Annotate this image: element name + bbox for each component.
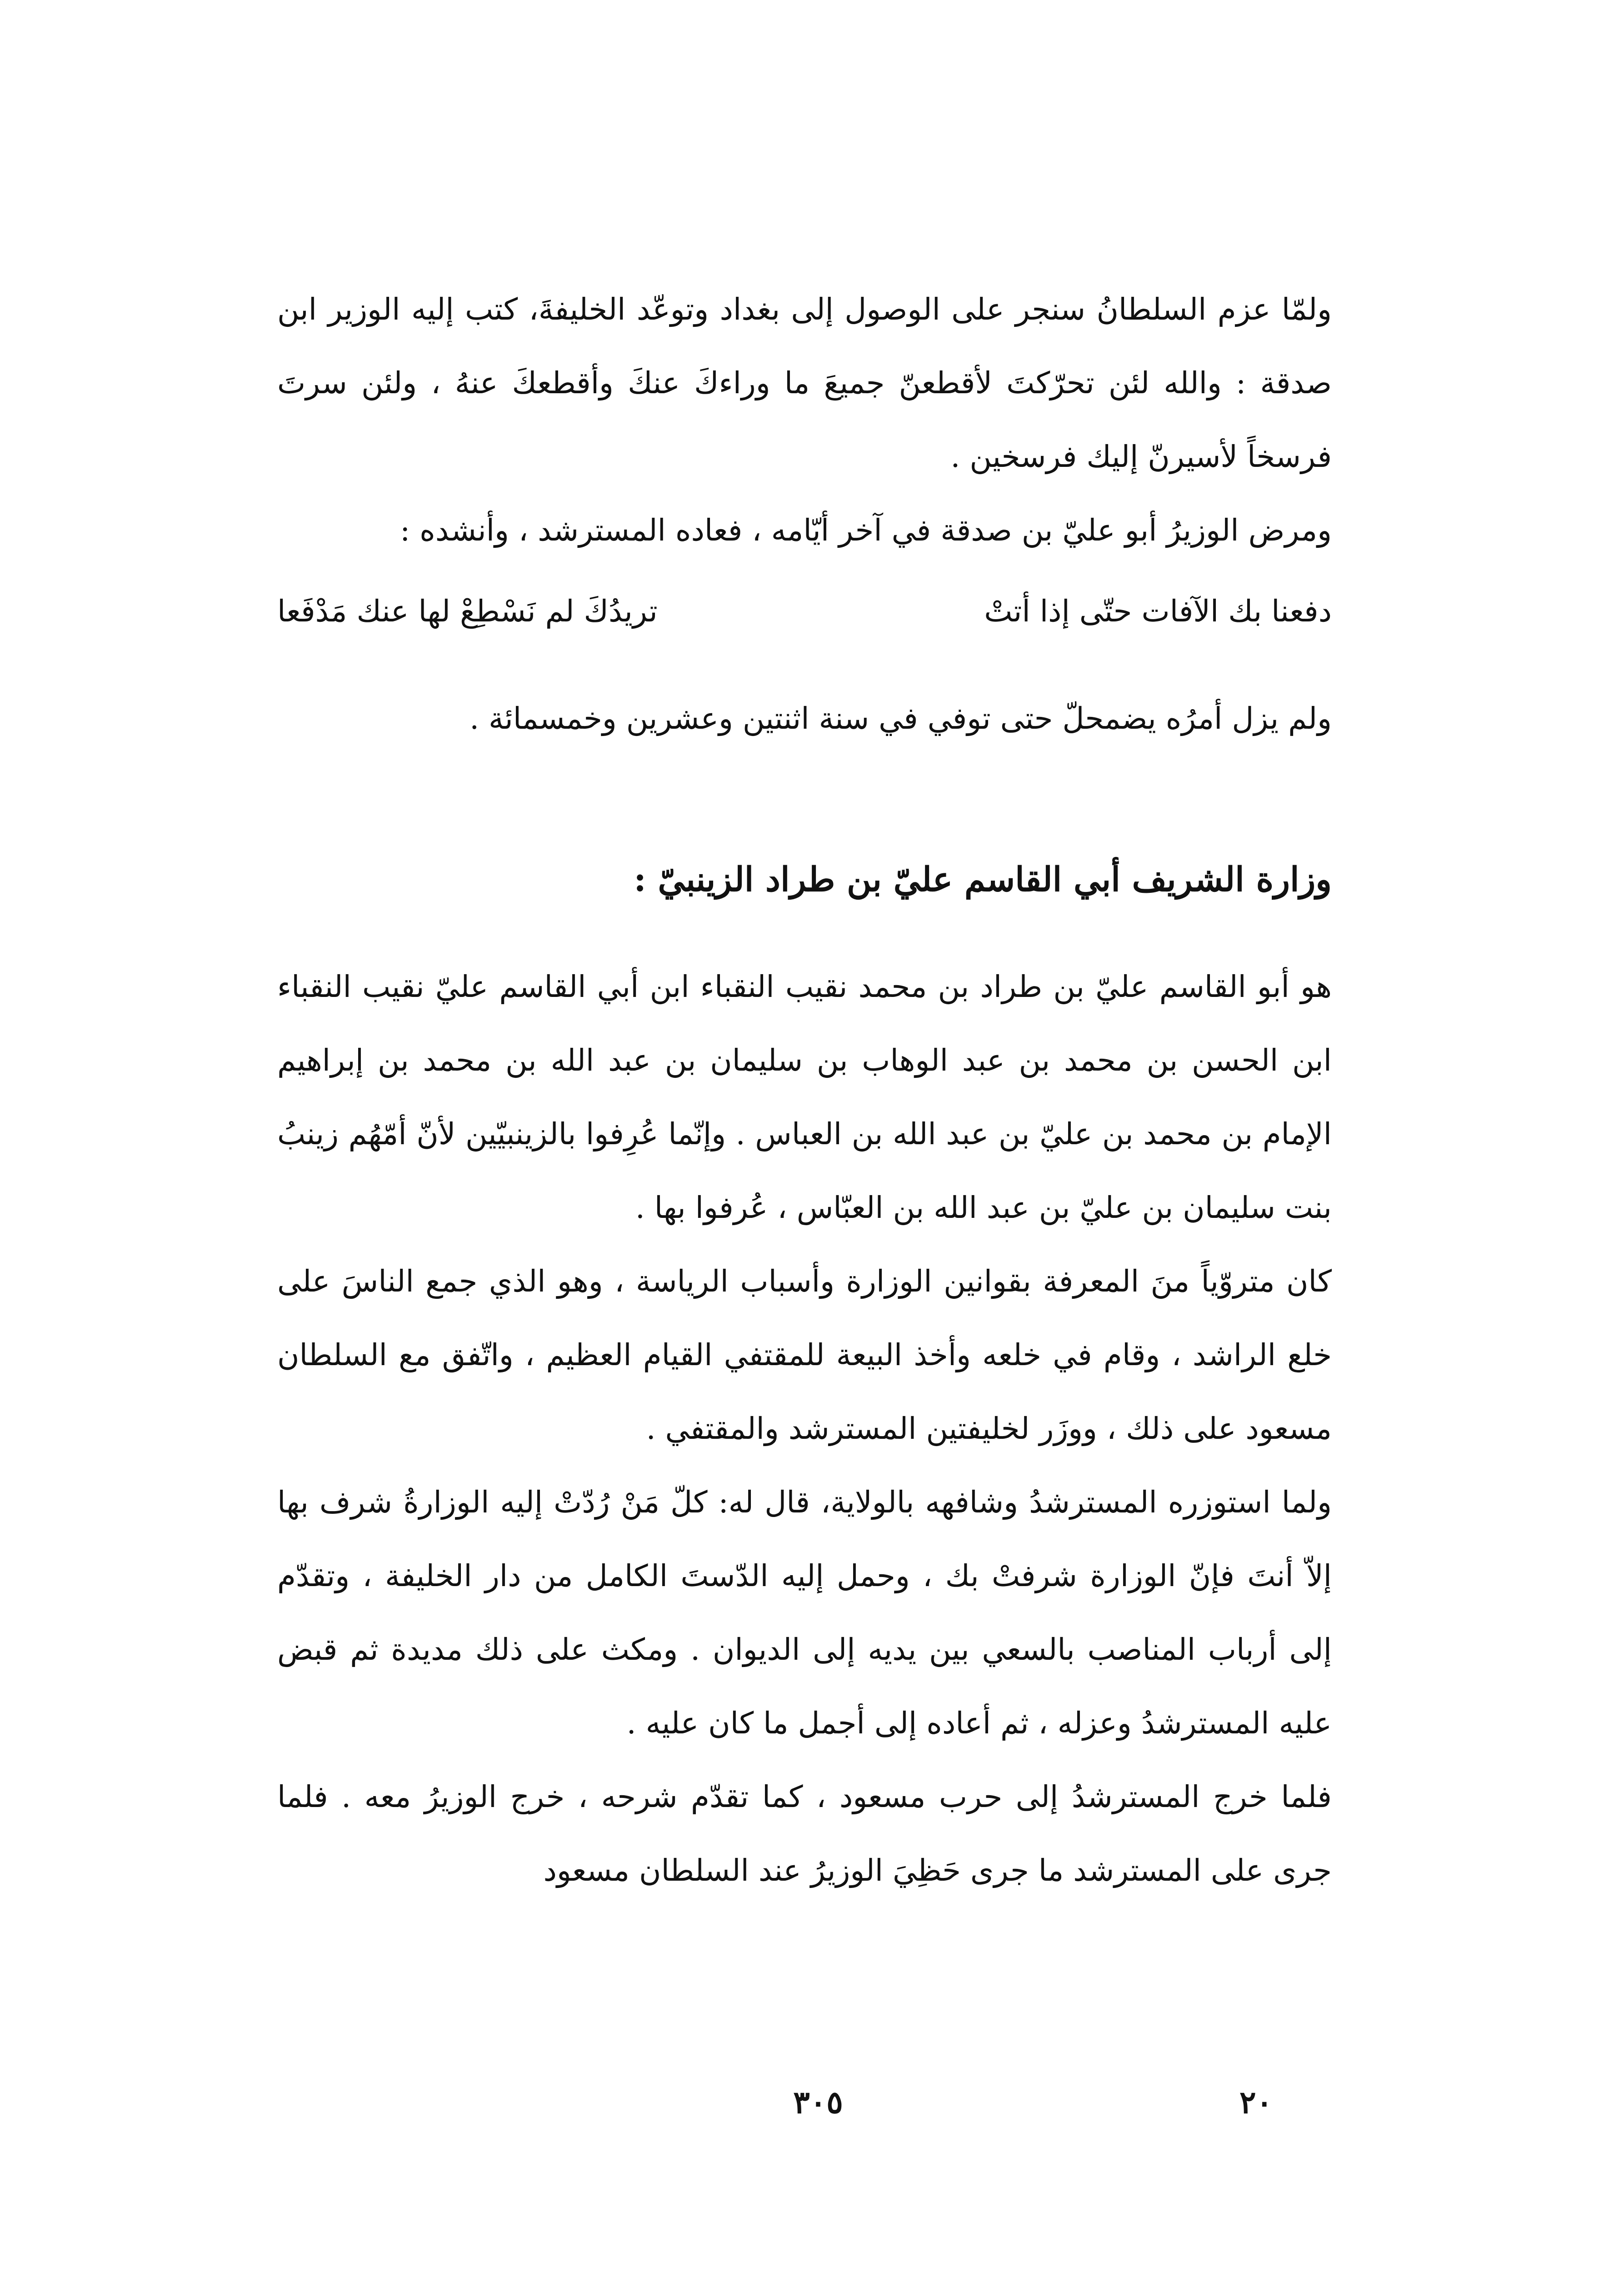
section-paragraph-knowledge: كان متروّياً منَ المعرفة بقوانين الوزارة وأسباب الرياسة ، وهو الذي جمع الناسَ على خلع الراشد ، وقام في خلعه وأخذ البيعة للمقتفي القيام العظيم ، واتّفق مع السلطان مسعود على ذلك ، ووزَر لخليفتين المسترشد والمقتفي . xyxy=(277,1264,1332,1446)
intro-block xyxy=(277,273,1332,567)
signature-number: ٢٠ xyxy=(1239,2084,1273,2121)
intro-paragraph-illness: ومرض الوزيرُ أبو عليّ بن صدقة في آخر أيّامه ، فعاده المسترشد ، وأنشده : xyxy=(400,513,1332,548)
section-body xyxy=(277,950,1332,1908)
section-heading: وزارة الشريف أبي القاسم عليّ بن طراد الزينبيّ : xyxy=(634,860,1332,899)
intro-paragraph-sanjar: ولمّا عزم السلطانُ سنجر على الوصول إلى بغداد وتوعّد الخليفةَ، كتب إليه الوزير ابن صدقة : والله لئن تحرّكتَ لأقطعنّ جميعَ ما وراءكَ عنكَ وأقطعكَ عنهُ ، ولئن سرتَ فرسخاً لأسيرنّ إليك فرسخين . xyxy=(277,292,1332,474)
section-paragraph-lineage: هو أبو القاسم عليّ بن طراد بن محمد نقيب النقباء ابن أبي القاسم عليّ نقيب النقباء ابن الحسن بن محمد بن عبد الوهاب بن سليمان بن عبد الله بن محمد بن إبراهيم الإمام بن محمد بن عليّ بن عبد الله بن العباس . وإنّما عُرِفوا بالزينبيّين لأنّ أمّهُم زينبُ بنت سليمان بن عليّ بن عبد الله بن العبّاس ، عُرفوا بها . xyxy=(277,969,1332,1225)
section-paragraph-appointment: ولما استوزره المسترشدُ وشافهه بالولاية، قال له: كلّ مَنْ رُدّتْ إليه الوزارةُ شرف بها إلاّ أنتَ فإنّ الوزارة شرفتْ بك ، وحمل إليه الدّستَ الكامل من دار الخليفة ، وتقدّم إلى أرباب المناصب بالسعي بين يديه إلى الديوان . ومكث على ذلك مديدة ثم قبض عليه المسترشدُ وعزله ، ثم أعاده إلى أجمل ما كان عليه . xyxy=(277,1485,1332,1741)
after-poem-block xyxy=(277,682,1332,756)
after-poem-paragraph: ولم يزل أمرُه يضمحلّ حتى توفي في سنة اثنتين وعشرين وخمسمائة . xyxy=(470,701,1332,736)
section-paragraph-war: فلما خرج المسترشدُ إلى حرب مسعود ، كما تقدّم شرحه ، خرج الوزيرُ معه . فلما جرى على المسترشد ما جرى حَظِيَ الوزيرُ عند السلطان مسعود xyxy=(277,1779,1332,1888)
poem-verse xyxy=(277,584,1332,639)
poem-second-hemistich: تريدُكَ لم نَسْطِعْ لها عنك مَدْفَعا xyxy=(277,594,658,629)
poem-first-hemistich: دفعنا بك الآفات حتّى إذا أتتْ xyxy=(984,594,1332,629)
page-number: ٣٠٥ xyxy=(793,2084,843,2121)
